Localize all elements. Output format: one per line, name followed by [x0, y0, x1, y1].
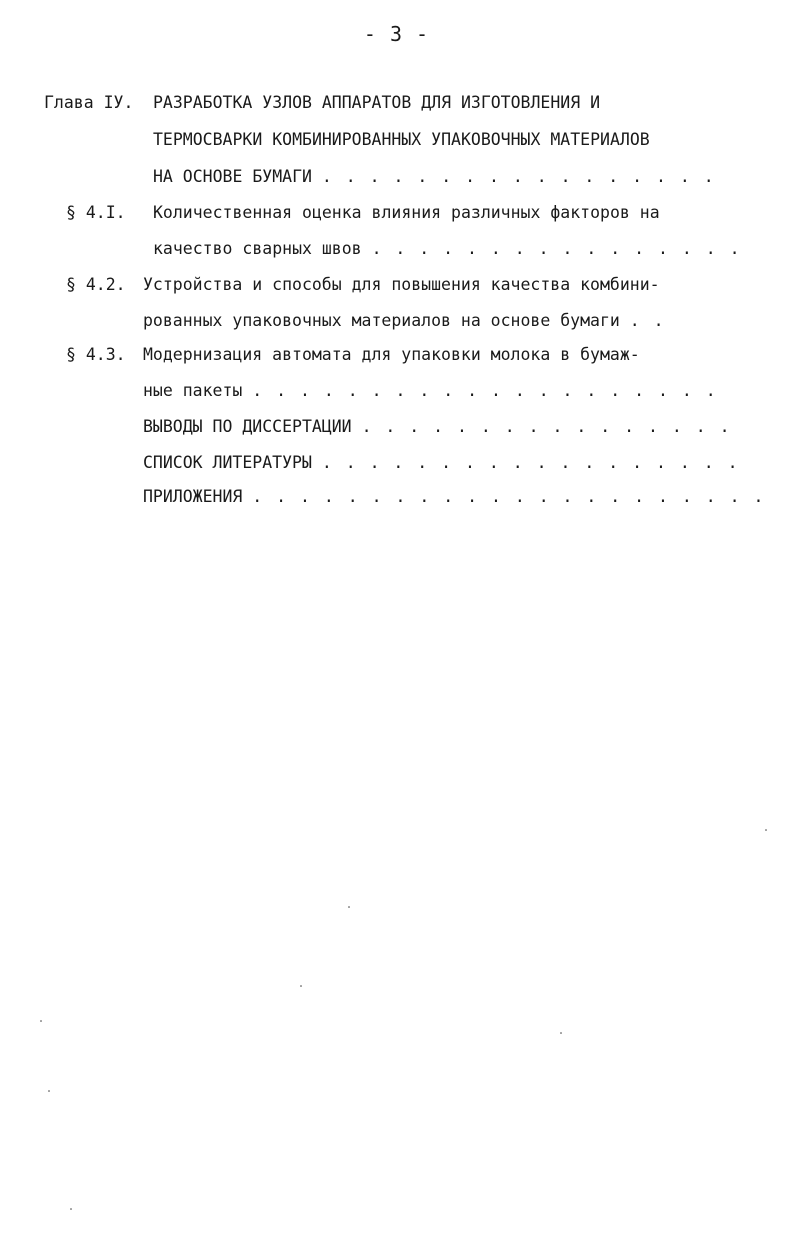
- chapter-leader-dots: . . . . . . . . . . . . . . . . .: [321, 167, 716, 186]
- scan-speck: [560, 1032, 562, 1034]
- section-4-3-line-1: Модернизация автомата для упаковки молока в бумаж-: [143, 345, 640, 364]
- section-4-2-line-2-entry: [143, 311, 666, 331]
- section-4-2-line-1: Устройства и способы для повышения качества комбини-: [143, 275, 660, 294]
- section-4-1-leader-dots: . . . . . . . . . . . . . . . .: [371, 239, 742, 258]
- section-4-3-leader-dots: . . . . . . . . . . . . . . . . . . . .: [252, 381, 718, 400]
- scan-speck: [348, 906, 350, 908]
- appendices-leader-dots: . . . . . . . . . . . . . . . . . . . . . .: [252, 487, 766, 506]
- chapter-title-line-3-entry: [153, 167, 716, 187]
- section-4-1-label: § 4.I.: [66, 203, 126, 222]
- chapter-title-line-3: НА ОСНОВЕ БУМАГИ: [153, 167, 312, 186]
- conclusions-leader-dots: . . . . . . . . . . . . . . . .: [361, 417, 732, 436]
- conclusions-entry: [143, 417, 732, 437]
- scan-speck: [765, 829, 767, 831]
- section-4-3-label: § 4.3.: [66, 345, 126, 364]
- section-4-1-line-1: Количественная оценка влияния различных факторов на: [153, 203, 660, 222]
- conclusions-title: ВЫВОДЫ ПО ДИССЕРТАЦИИ: [143, 417, 352, 436]
- appendices-title: ПРИЛОЖЕНИЯ: [143, 487, 243, 506]
- section-4-2-label: § 4.2.: [66, 275, 126, 294]
- scan-speck: [300, 985, 302, 987]
- page-number: - 3 -: [363, 22, 430, 46]
- section-4-3-line-2-entry: [143, 381, 718, 401]
- section-4-1-line-2: качество сварных швов: [153, 239, 362, 258]
- references-leader-dots: . . . . . . . . . . . . . . . . . .: [321, 453, 740, 472]
- scan-speck: [70, 1208, 72, 1210]
- section-4-1-line-2-entry: [153, 239, 742, 259]
- section-4-2-line-2: рованных упаковочных материалов на основе бумаги: [143, 311, 620, 330]
- scan-speck: [48, 1090, 50, 1092]
- scan-speck: [40, 1020, 42, 1022]
- chapter-label: Глава IУ.: [44, 93, 134, 112]
- references-title: СПИСОК ЛИТЕРАТУРЫ: [143, 453, 312, 472]
- references-entry: [143, 453, 740, 473]
- chapter-title-line-1: РАЗРАБОТКА УЗЛОВ АППАРАТОВ ДЛЯ ИЗГОТОВЛЕНИЯ И: [153, 93, 601, 112]
- section-4-3-line-2: ные пакеты: [143, 381, 243, 400]
- section-4-2-leader-dots: . .: [629, 311, 666, 330]
- appendices-entry: [143, 487, 765, 507]
- chapter-title-line-2: ТЕРМОСВАРКИ КОМБИНИРОВАННЫХ УПАКОВОЧНЫХ МАТЕРИАЛОВ: [153, 130, 650, 149]
